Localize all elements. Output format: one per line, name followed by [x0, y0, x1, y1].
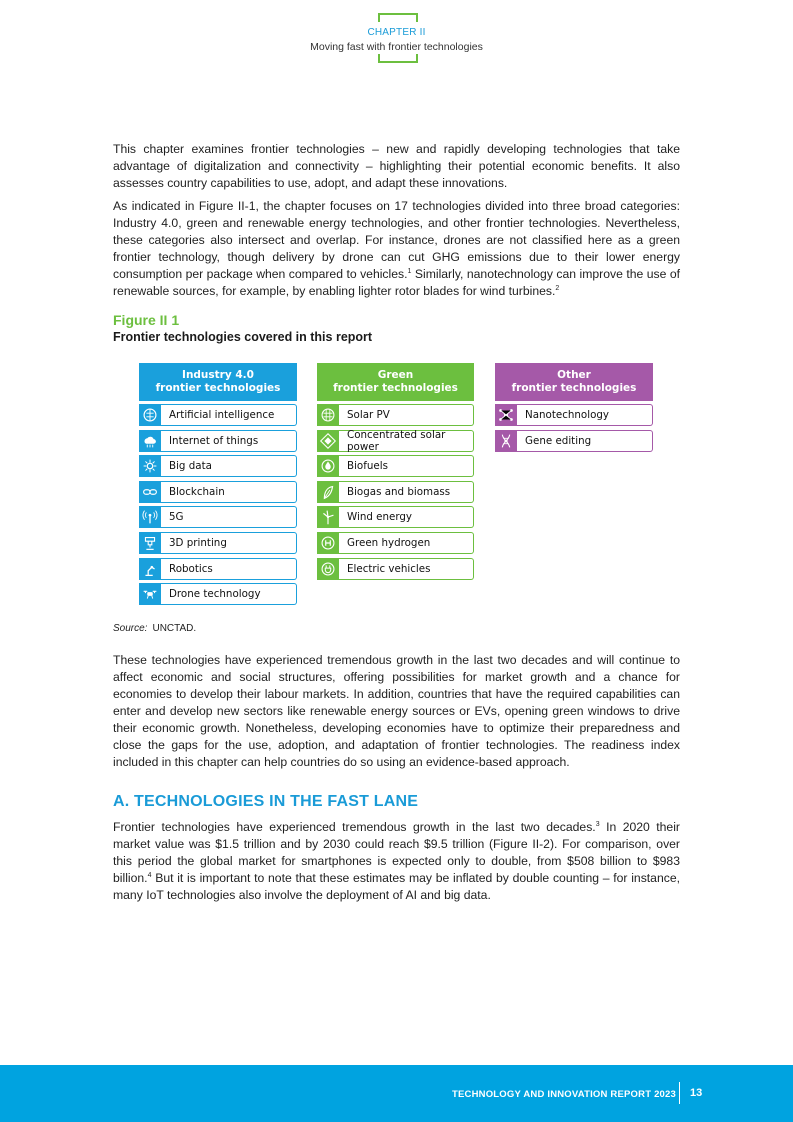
figure-item-label: 5G	[161, 506, 297, 528]
footnote-ref[interactable]: 2	[555, 284, 560, 292]
sun-diamond-icon	[317, 430, 339, 452]
drone-icon	[139, 583, 161, 605]
figure-item	[317, 558, 474, 580]
figure-item	[139, 481, 297, 503]
figure-item-label: Biogas and biomass	[339, 481, 474, 503]
figure-item-label: Gene editing	[517, 430, 653, 452]
figure-item-label: Internet of things	[161, 430, 297, 452]
leaf-icon	[317, 481, 339, 503]
figure-source: Source: UNCTAD.	[113, 623, 197, 634]
figure-item-label: Drone technology	[161, 583, 297, 605]
header-bracket-bottom	[378, 54, 418, 63]
molecule-icon	[495, 404, 517, 426]
paragraph-figure-reference: As indicated in Figure II-1, the chapter focuses on 17 technologies divided into three broad categories: Industry 4.0, green and renewable energy technologies, and other frontier technologies. Nevertheless, these categories also intersect and overlap. For instance, drones are not classified here as a green frontier technology, though delivery by drone can cut GHG emissions due to their lower energy consumption per package when compared to vehicles.$^1$ Similarly, nanotechnology can improve the use of renewable sources, for example, by enabling lighter rotor blades for wind turbines.$^2$	[113, 199, 680, 298]
section-heading: A. TECHNOLOGIES IN THE FAST LANE	[113, 793, 419, 810]
chain-icon	[139, 481, 161, 503]
paragraph-fast-lane: Frontier technologies have experienced tremendous growth in the last two decades.$^3$ In 2020 their market value was $1.5 trillion and by 2030 could reach $9.5 trillion (Figure II-2). For comparison, over this period the global market for smartphones is expected only to double, from $508 billion to $983 billion.$^4$ But it is important to note that these estimates may be inflated by double counting – for instance, many IoT technologies also involve the deployment of AI and big data.	[113, 820, 680, 902]
figure-item-label: Robotics	[161, 558, 297, 580]
figure-item-label: Wind energy	[339, 506, 474, 528]
solar-panel-icon	[317, 404, 339, 426]
figure-item-label: Green hydrogen	[339, 532, 474, 554]
header-bracket-top	[378, 13, 418, 22]
figure-item	[495, 404, 653, 426]
footnote-ref[interactable]: 4	[147, 871, 152, 879]
figure-item	[317, 455, 474, 477]
figure-item	[317, 430, 474, 452]
page-number: 13	[690, 1087, 703, 1099]
paragraph-growth: These technologies have experienced tremendous growth in the last two decades and will continue to affect economic and social structures, offering possibilities for market growth and a chance for economies to develop their labour markets. In addition, countries that have the required capabilities can enter and develop new sectors like renewable energy sources or EVs, opening green windows to drive their economic growth. Nonetheless, developing economies have to optimize their preparedness and close the gaps for the use, adoption, and adaptation of frontier technologies. The readiness index included in this chapter can help countries do so using an evidence-based approach.	[113, 653, 680, 769]
antenna-icon	[139, 506, 161, 528]
robot-arm-icon	[139, 558, 161, 580]
figure-item	[317, 532, 474, 554]
figure-item-label: 3D printing	[161, 532, 297, 554]
data-gear-icon	[139, 455, 161, 477]
figure-title: Frontier technologies covered in this report	[113, 330, 373, 344]
figure-item	[139, 532, 297, 554]
figure-item	[139, 558, 297, 580]
figure-item	[317, 506, 474, 528]
figure-item-label: Concentrated solar power	[339, 430, 474, 452]
cloud-network-icon	[139, 430, 161, 452]
figure-item	[139, 455, 297, 477]
wind-turbine-icon	[317, 506, 339, 528]
chapter-subtitle: Moving fast with frontier technologies	[310, 41, 483, 53]
figure-item-label: Biofuels	[339, 455, 474, 477]
figure-item	[139, 430, 297, 452]
figure-item-label: Solar PV	[339, 404, 474, 426]
figure-item-label: Nanotechnology	[517, 404, 653, 426]
figure-column-header: Other frontier technologies	[495, 363, 653, 401]
hydrogen-icon	[317, 532, 339, 554]
figure-item	[495, 430, 653, 452]
figure-item	[139, 506, 297, 528]
figure-label: Figure II 1	[113, 312, 180, 328]
figure-item	[317, 481, 474, 503]
paragraph-intro: This chapter examines frontier technologies – new and rapidly developing technologies that take advantage of digitalization and connectivity – highlighting their potential economic benefits. It also assesses country capabilities to use, adopt, and adapt these innovations.	[113, 142, 680, 190]
figure-item-label: Big data	[161, 455, 297, 477]
figure-column-header: Green frontier technologies	[317, 363, 474, 401]
dna-icon	[495, 430, 517, 452]
figure-item-label: Blockchain	[161, 481, 297, 503]
footer-report-title: TECHNOLOGY AND INNOVATION REPORT 2023	[451, 1089, 676, 1100]
footnote-ref[interactable]: 1	[407, 267, 412, 275]
figure-item	[139, 404, 297, 426]
ev-plug-icon	[317, 558, 339, 580]
footer-divider	[679, 1082, 680, 1104]
brain-icon	[139, 404, 161, 426]
fuel-drop-icon	[317, 455, 339, 477]
footnote-ref[interactable]: 3	[595, 820, 600, 828]
figure-item-label: Electric vehicles	[339, 558, 474, 580]
chapter-label: CHAPTER II	[367, 27, 426, 38]
figure-column-header: Industry 4.0 frontier technologies	[139, 363, 297, 401]
figure-item-label: Artificial intelligence	[161, 404, 297, 426]
figure-item	[139, 583, 297, 605]
printer-nozzle-icon	[139, 532, 161, 554]
figure-item	[317, 404, 474, 426]
